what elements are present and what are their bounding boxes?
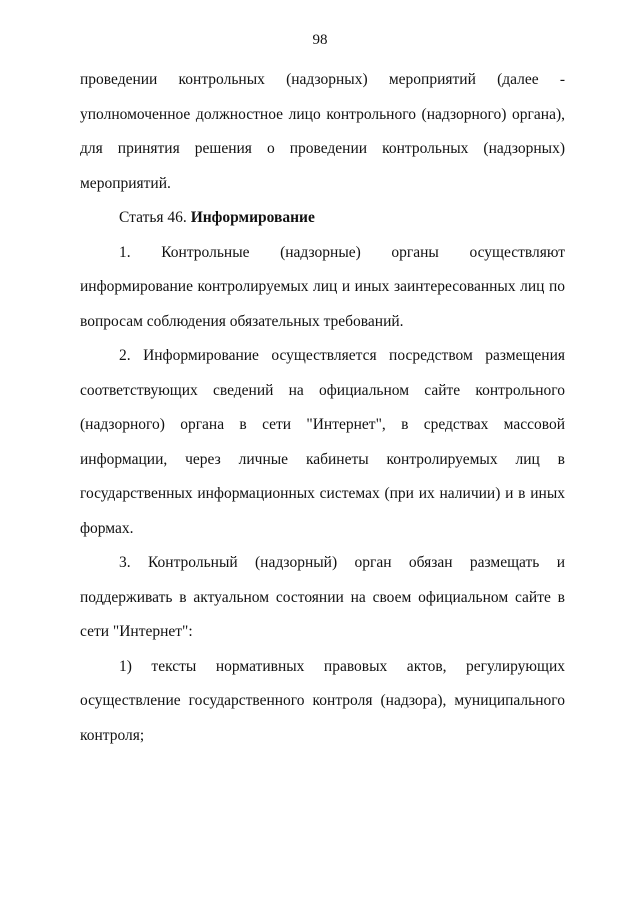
paragraph-1-line: вопросам соблюдения обязательных требований. [80, 312, 404, 330]
article-prefix: Статья 46. [119, 209, 191, 226]
article-heading [80, 201, 565, 236]
paragraph-3-line: сети "Интернет": [80, 623, 193, 640]
text-line: проведении контрольных (надзорных) мероприятий (далее - [80, 71, 565, 88]
list-item-1-line: 1) тексты нормативных правовых актов, регулирующих [119, 657, 565, 675]
paragraph-2-line: государственных информационных системах (при их наличии) и в иных [80, 485, 565, 502]
paragraph-2-line: соответствующих сведений на официальном сайте контрольного [80, 381, 565, 399]
paragraph-1-line: информирование контролируемых лиц и иных заинтересованных лиц по [80, 278, 565, 295]
paragraph-3-line: 3. Контрольный (надзорный) орган обязан размещать и [119, 554, 565, 571]
text-line: мероприятий. [80, 174, 171, 192]
list-item-1-line: контроля; [80, 726, 145, 744]
page-number: 98 [312, 32, 328, 48]
paragraph-2-line: 2. Информирование осуществляется посредством размещения [119, 347, 565, 364]
document-body [80, 63, 565, 753]
paragraph-2-line: (надзорного) органа в сети "Интернет", в средствах массовой [80, 416, 565, 433]
paragraph-2-line: информации, через личные кабинеты контролируемых лиц в [80, 450, 565, 468]
text-line: для принятия решения о проведении контрольных (надзорных) [80, 140, 565, 157]
list-item-1-line: осуществление государственного контроля (надзора), муниципального [80, 692, 565, 709]
paragraph-2-line: формах. [80, 519, 134, 537]
paragraph-3-line: поддерживать в актуальном состоянии на своем официальном сайте в [80, 588, 565, 606]
paragraph-1-line: 1. Контрольные (надзорные) органы осуществляют [119, 243, 565, 261]
text-line: уполномоченное должностное лицо контрольного (надзорного) органа), [80, 105, 565, 123]
article-title: Информирование [190, 209, 315, 226]
